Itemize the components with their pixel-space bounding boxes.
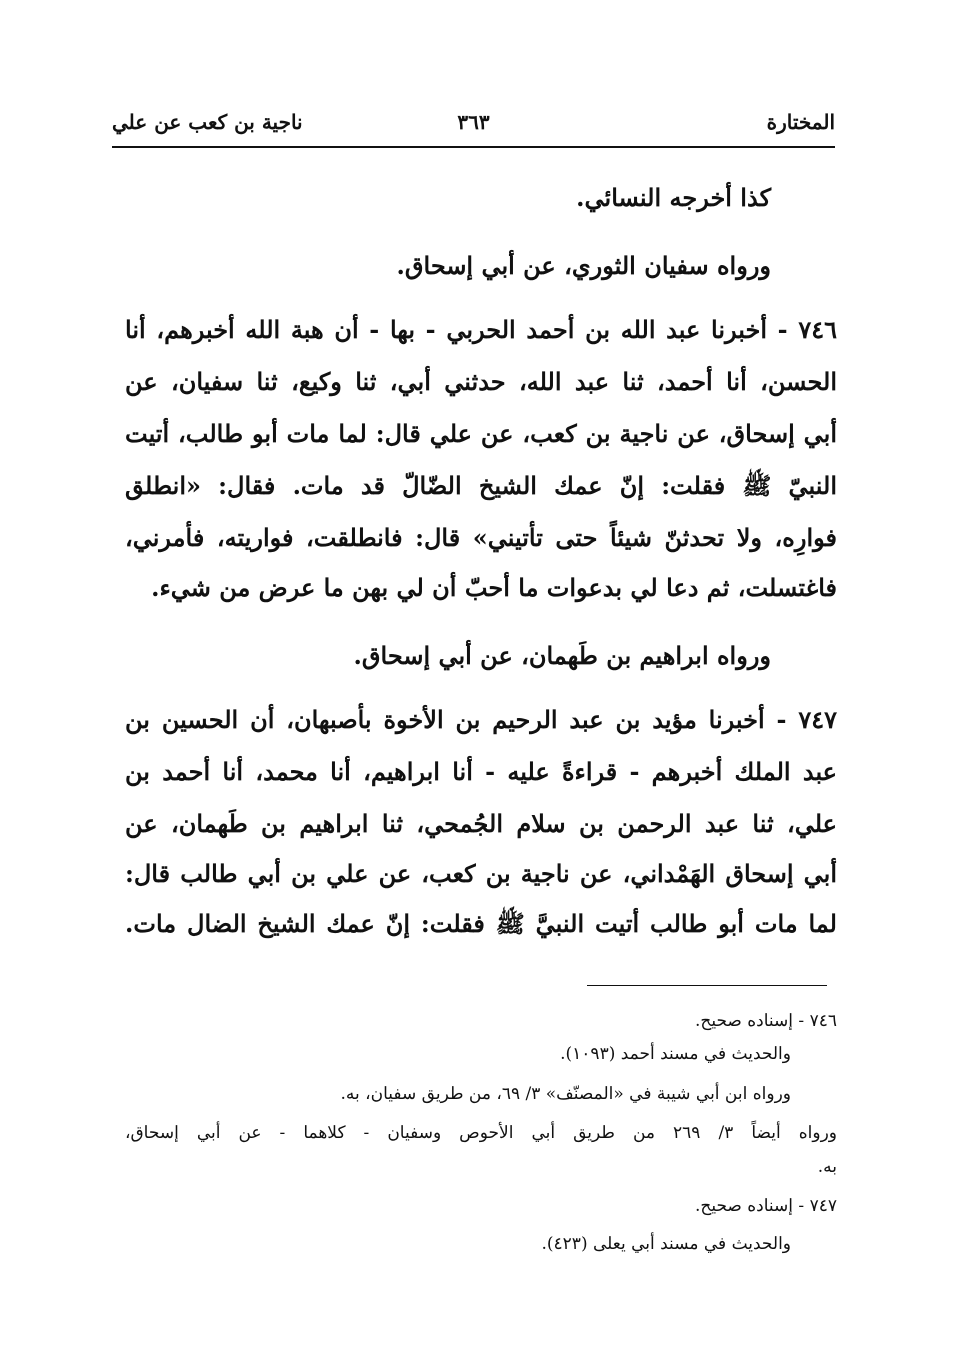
hadith-746-line: النبيّ ﷺ فقلت: إنّ عمك الشيخ الضّالّ قد مات. فقال: «انطلق [125,471,837,500]
text-line: ورواه سفيان الثوري، عن أبي إسحاق. [396,251,771,280]
hadith-746-line: فاغتسلت، ثم دعا لي بدعوات ما أحبّ أن لي بهن ما عرض من شيء. [151,573,837,602]
hadith-747-line: أبي إسحاق الهَمْداني، عن ناجية بن كعب، عن علي بن أبي طالب قال: [125,859,837,888]
footnote-line: ورواه أيضاً ٣/ ٢٦٩ من طريق أبي الأحوص وسفيان - كلاهما - عن أبي إسحاق، [125,1123,837,1143]
book-title: المختارة [766,110,835,134]
hadith-746-line: ٧٤٦ - أخبرنا عبد الله بن أحمد الحربي - بها - أن هبة الله أخبرهم، أنا [125,315,837,344]
footnote-line: ٧٤٧ - إسناده صحيح. [694,1196,837,1216]
footnote-line: والحديث في مسند أحمد (١٠٩٣). [560,1044,791,1064]
hadith-747-line: عبد الملك أخبرهم - قراءةً عليه - أنا ابراهيم، أنا محمد، أنا أحمد بن [125,757,838,786]
page-number: ٣٦٣ [457,110,490,134]
footnote-line: ٧٤٦ - إسناده صحيح. [694,1011,837,1031]
chapter-title: ناجية بن كعب عن علي [112,110,303,134]
hadith-746-line: أبي إسحاق، عن ناجية بن كعب، عن علي قال: لما مات أبو طالب، أتيت [125,419,837,448]
footnote-rule [587,985,827,986]
footnote-line: به. [817,1157,837,1177]
footnote-line: والحديث في مسند أبي يعلى (٤٢٣). [541,1234,791,1254]
hadith-747-line: لما مات أبو طالب أتيت النبيَّ ﷺ فقلت: إنّ عمك الشيخ الضال مات. [125,909,837,938]
hadith-747-line: علي، ثنا عبد الرحمن بن سلام الجُمحي، ثنا ابراهيم بن طَهمان، عن [125,809,837,838]
text-line: كذا أخرجه النسائي. [576,183,771,212]
running-header [112,104,835,142]
hadith-746-line: فوارِه، ولا تحدثنّ شيئاً حتى تأتيني» قال: فانطلقت، فواريته، فأمرني، [125,523,837,552]
header-rule [112,146,835,148]
footnote-line: ورواه ابن أبي شيبة في «المصنّف» ٣/ ٦٩، من طريق سفيان، به. [340,1084,791,1104]
text-line: ورواه ابراهيم بن طَهمان، عن أبي إسحاق. [353,641,771,670]
hadith-746-line: الحسن، أنا أحمد، ثنا عبد الله، حدثني أبي، ثنا وكيع، ثنا سفيان، عن [125,367,837,396]
hadith-747-line: ٧٤٧ - أخبرنا مؤيد بن عبد الرحيم بن الأخوة بأصبهان، أن الحسين بن [125,705,837,734]
